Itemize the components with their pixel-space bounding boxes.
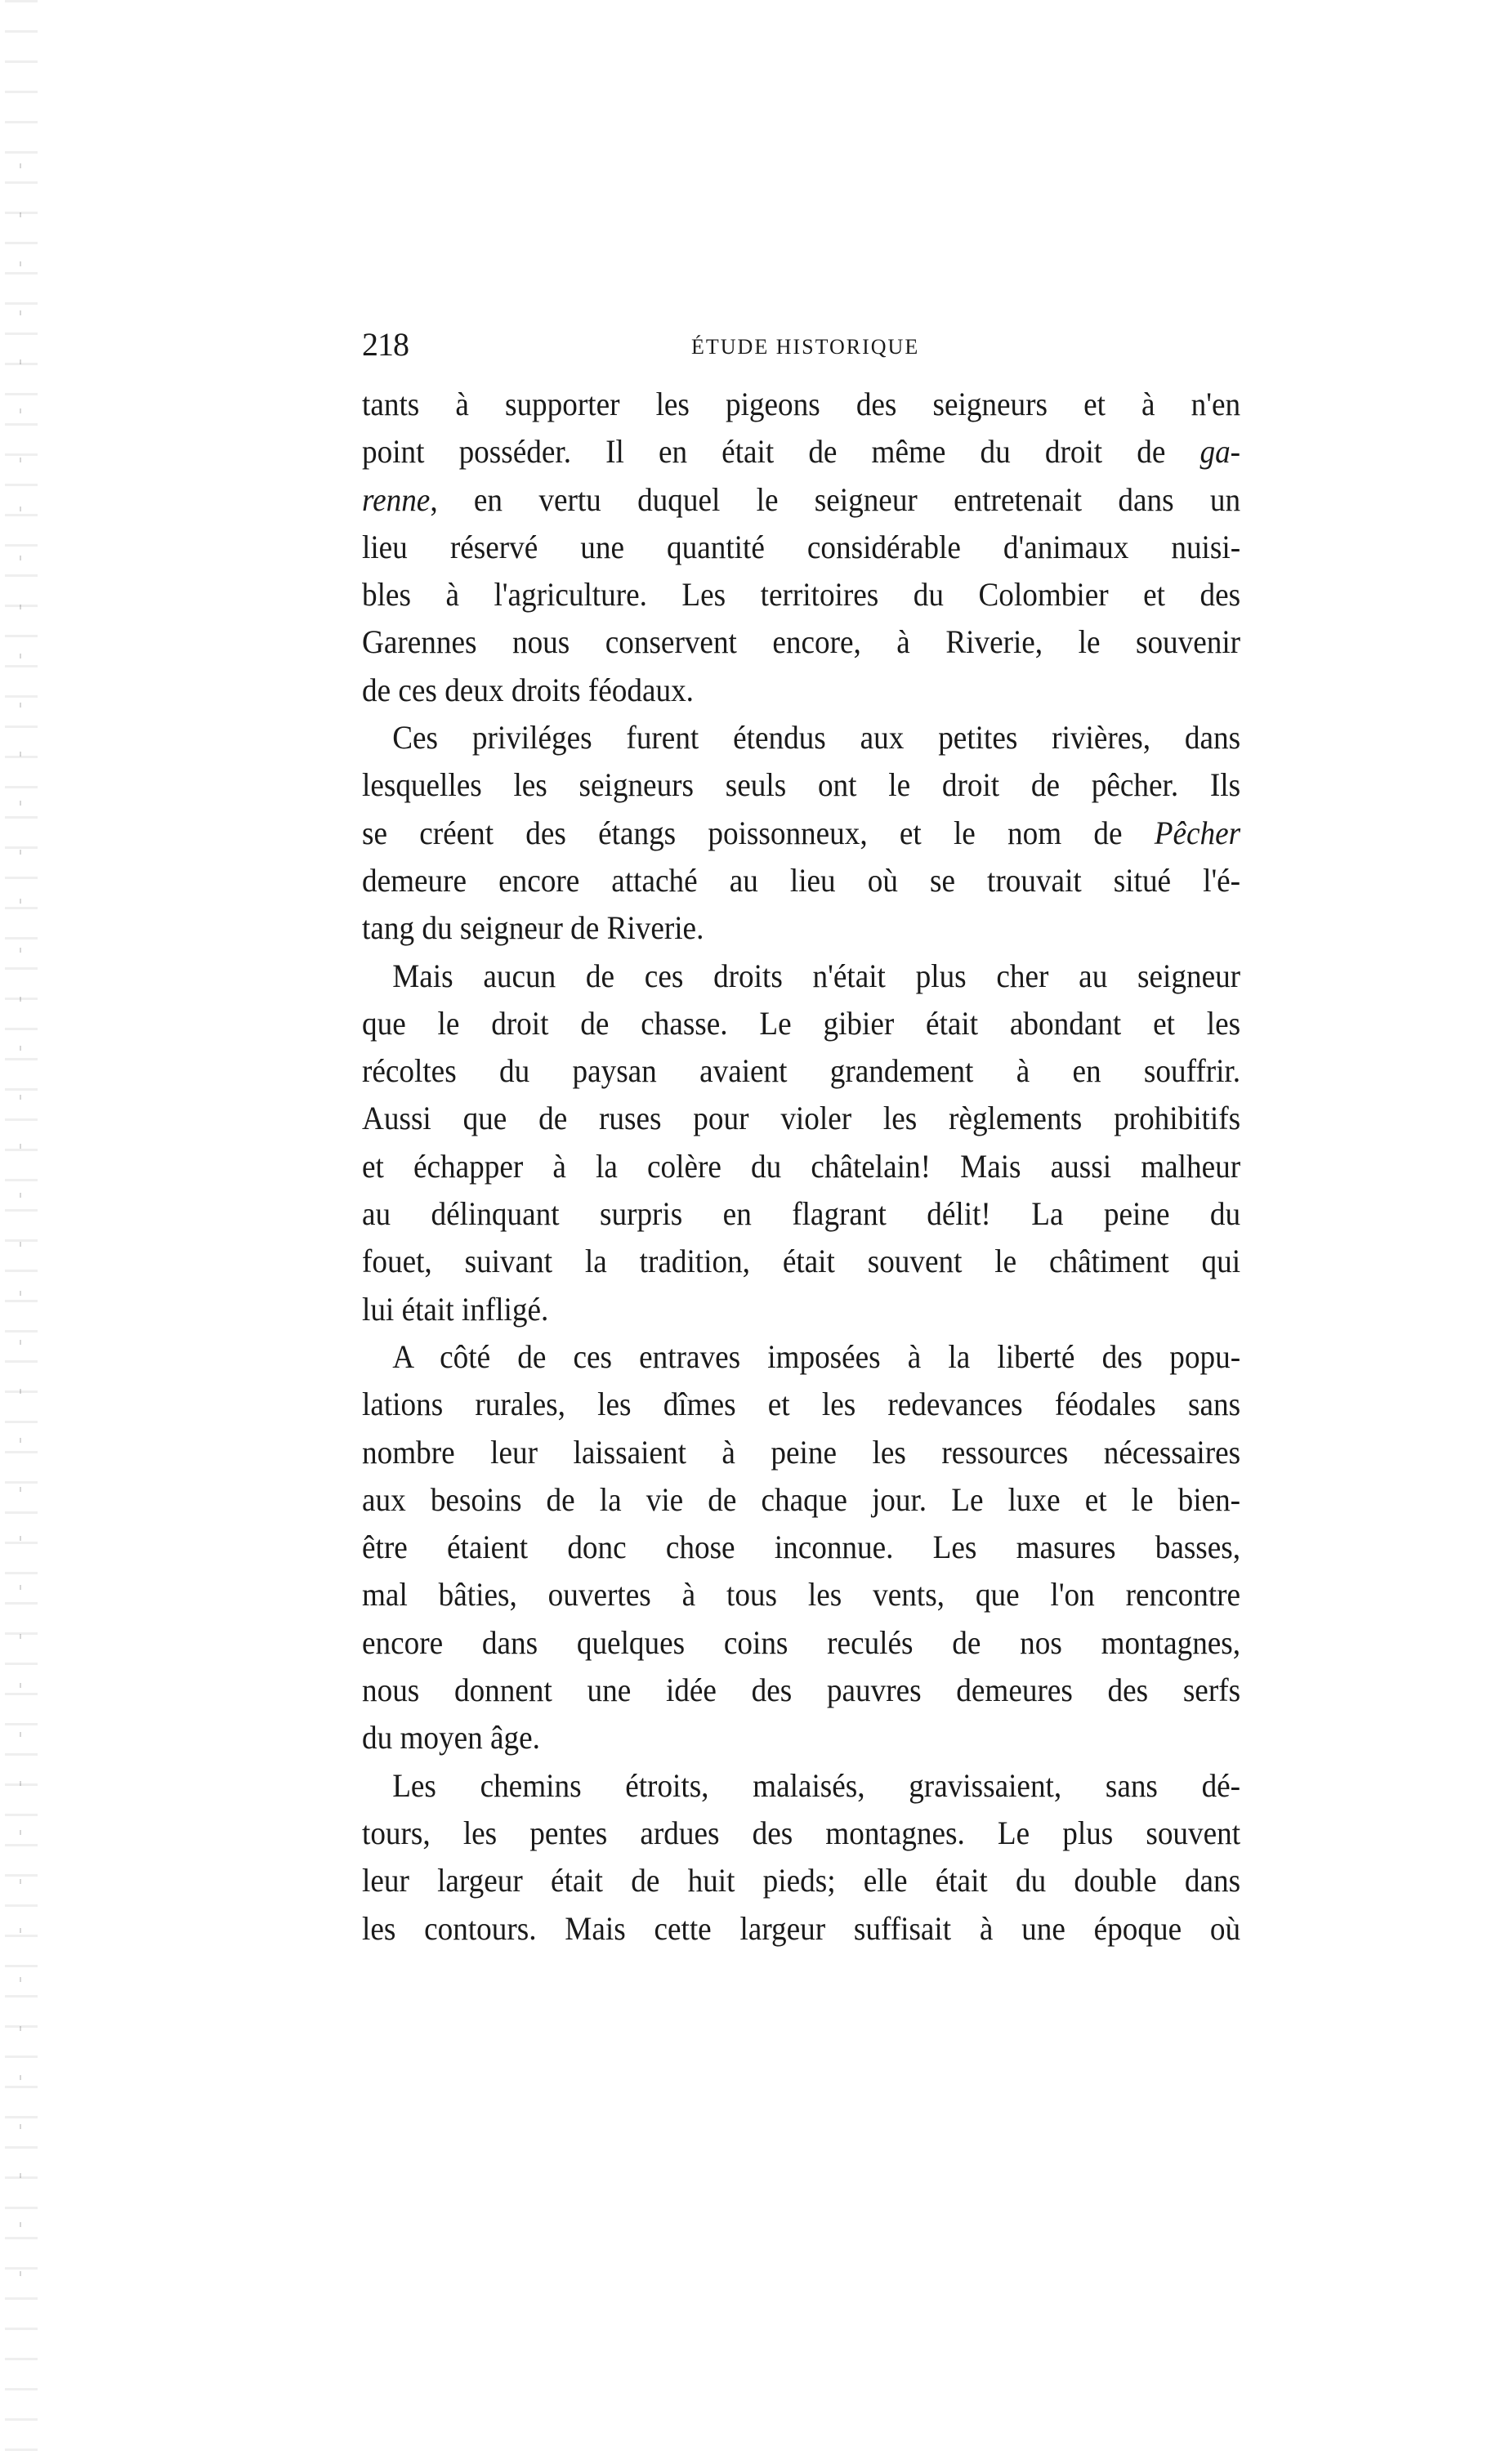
line-text: aux besoins de la vie de chaque jour. Le luxe et le bien- [362, 1480, 1241, 1518]
line-text: nous donnent une idée des pauvres demeures des serfs [362, 1672, 1241, 1709]
line-text: se créent des étangs poissonneux, et le nom de [362, 814, 1155, 851]
line-text: , en vertu duquel le seigneur entretenait dans un [430, 480, 1241, 518]
text-line [362, 1714, 1240, 1761]
line-text: du moyen âge. [362, 1719, 540, 1756]
running-title: ÉTUDE HISTORIQUE [691, 335, 920, 359]
text-line [362, 761, 1240, 809]
text-line [362, 1857, 1240, 1904]
text-line [362, 714, 1240, 761]
text-line [362, 1476, 1240, 1524]
text-line [362, 857, 1240, 904]
line-text: point posséder. Il en était de même du droit de [362, 433, 1200, 471]
text-line [362, 1762, 1240, 1810]
text-line [362, 476, 1240, 524]
text-line [362, 618, 1240, 666]
line-text: de ces deux droits féodaux. [362, 671, 694, 708]
line-text: A côté de ces entraves imposées à la liberté des popu- [392, 1337, 1241, 1375]
line-text: encore dans quelques coins reculés de nos montagnes, [362, 1623, 1241, 1661]
text-line [362, 571, 1240, 618]
text-line [362, 1047, 1240, 1095]
scan-edge-artifact [5, 0, 38, 2464]
line-text: lesquelles les seigneurs seuls ont le droit de pêcher. Ils [362, 766, 1241, 804]
line-text: les contours. Mais cette largeur suffisait à une époque où [362, 1909, 1241, 1947]
line-text: Les chemins étroits, malaisés, gravissaient, sans dé- [392, 1766, 1241, 1804]
line-text: au délinquant surpris en flagrant délit! La peine du [362, 1195, 1241, 1233]
text-line [362, 1143, 1240, 1190]
line-text: Mais aucun de ces droits n'était plus cher au seigneur [392, 957, 1241, 994]
text-line [362, 1619, 1240, 1667]
line-text: tours, les pentes ardues des montagnes. Le plus souvent [362, 1814, 1241, 1851]
line-text: lieu réservé une quantité considérable d'animaux nuisi- [362, 528, 1241, 565]
line-text: Garennes nous conservent encore, à Riverie, le souvenir [362, 623, 1241, 661]
text-line [362, 1667, 1240, 1714]
line-text: fouet, suivant la tradition, était souvent le châtiment qui [362, 1243, 1241, 1280]
text-line [362, 1238, 1240, 1285]
text-line [362, 1000, 1240, 1047]
text-line [362, 1571, 1240, 1618]
text-line [362, 381, 1240, 428]
line-text: tants à supporter les pigeons des seigneurs et à n'en [362, 386, 1241, 422]
text-line [362, 667, 1240, 714]
text-line [362, 1286, 1240, 1333]
line-text: récoltes du paysan avaient grandement à en souffrir. [362, 1052, 1241, 1090]
text-line [362, 1905, 1240, 1953]
line-text: tang du seigneur de Riverie. [362, 909, 704, 947]
text-line [362, 1429, 1240, 1476]
line-text: demeure encore attaché au lieu où se trouvait situé l'é- [362, 861, 1241, 899]
scan-edge-line [20, 163, 21, 2288]
italic-term: Pêcher [1154, 814, 1241, 851]
italic-term: renne [362, 480, 431, 518]
text-line [362, 1333, 1240, 1381]
text-line [362, 904, 1240, 952]
text-line [362, 524, 1240, 571]
line-text: et échapper à la colère du châtelain! Mais aussi malheur [362, 1147, 1241, 1185]
line-text: mal bâties, ouvertes à tous les vents, que l'on rencontre [362, 1576, 1241, 1614]
text-line [362, 810, 1240, 857]
page-number: 218 [362, 326, 409, 363]
line-text: Aussi que de ruses pour violer les règlements prohibitifs [362, 1100, 1241, 1137]
body-text [362, 381, 1240, 1953]
text-line [362, 953, 1240, 1000]
text-line [362, 1190, 1240, 1238]
line-text: nombre leur laissaient à peine les ressources nécessaires [362, 1433, 1241, 1471]
text-line [362, 428, 1240, 475]
line-text: Ces priviléges furent étendus aux petites rivières, dans [392, 719, 1241, 757]
line-text: bles à l'agriculture. Les territoires du Colombier et des [362, 576, 1241, 614]
line-text: lations rurales, les dîmes et les redevances féodales sans [362, 1386, 1241, 1423]
line-text: leur largeur était de huit pieds; elle était du double dans [362, 1862, 1241, 1899]
line-text: être étaient donc chose inconnue. Les masures basses, [362, 1529, 1241, 1566]
line-text: que le droit de chasse. Le gibier était abondant et les [362, 1004, 1241, 1042]
text-line [362, 1095, 1240, 1142]
line-text: lui était infligé. [362, 1290, 549, 1328]
text-line [362, 1381, 1240, 1428]
text-line [362, 1524, 1240, 1571]
italic-term: ga- [1200, 433, 1241, 471]
text-line [362, 1810, 1240, 1857]
